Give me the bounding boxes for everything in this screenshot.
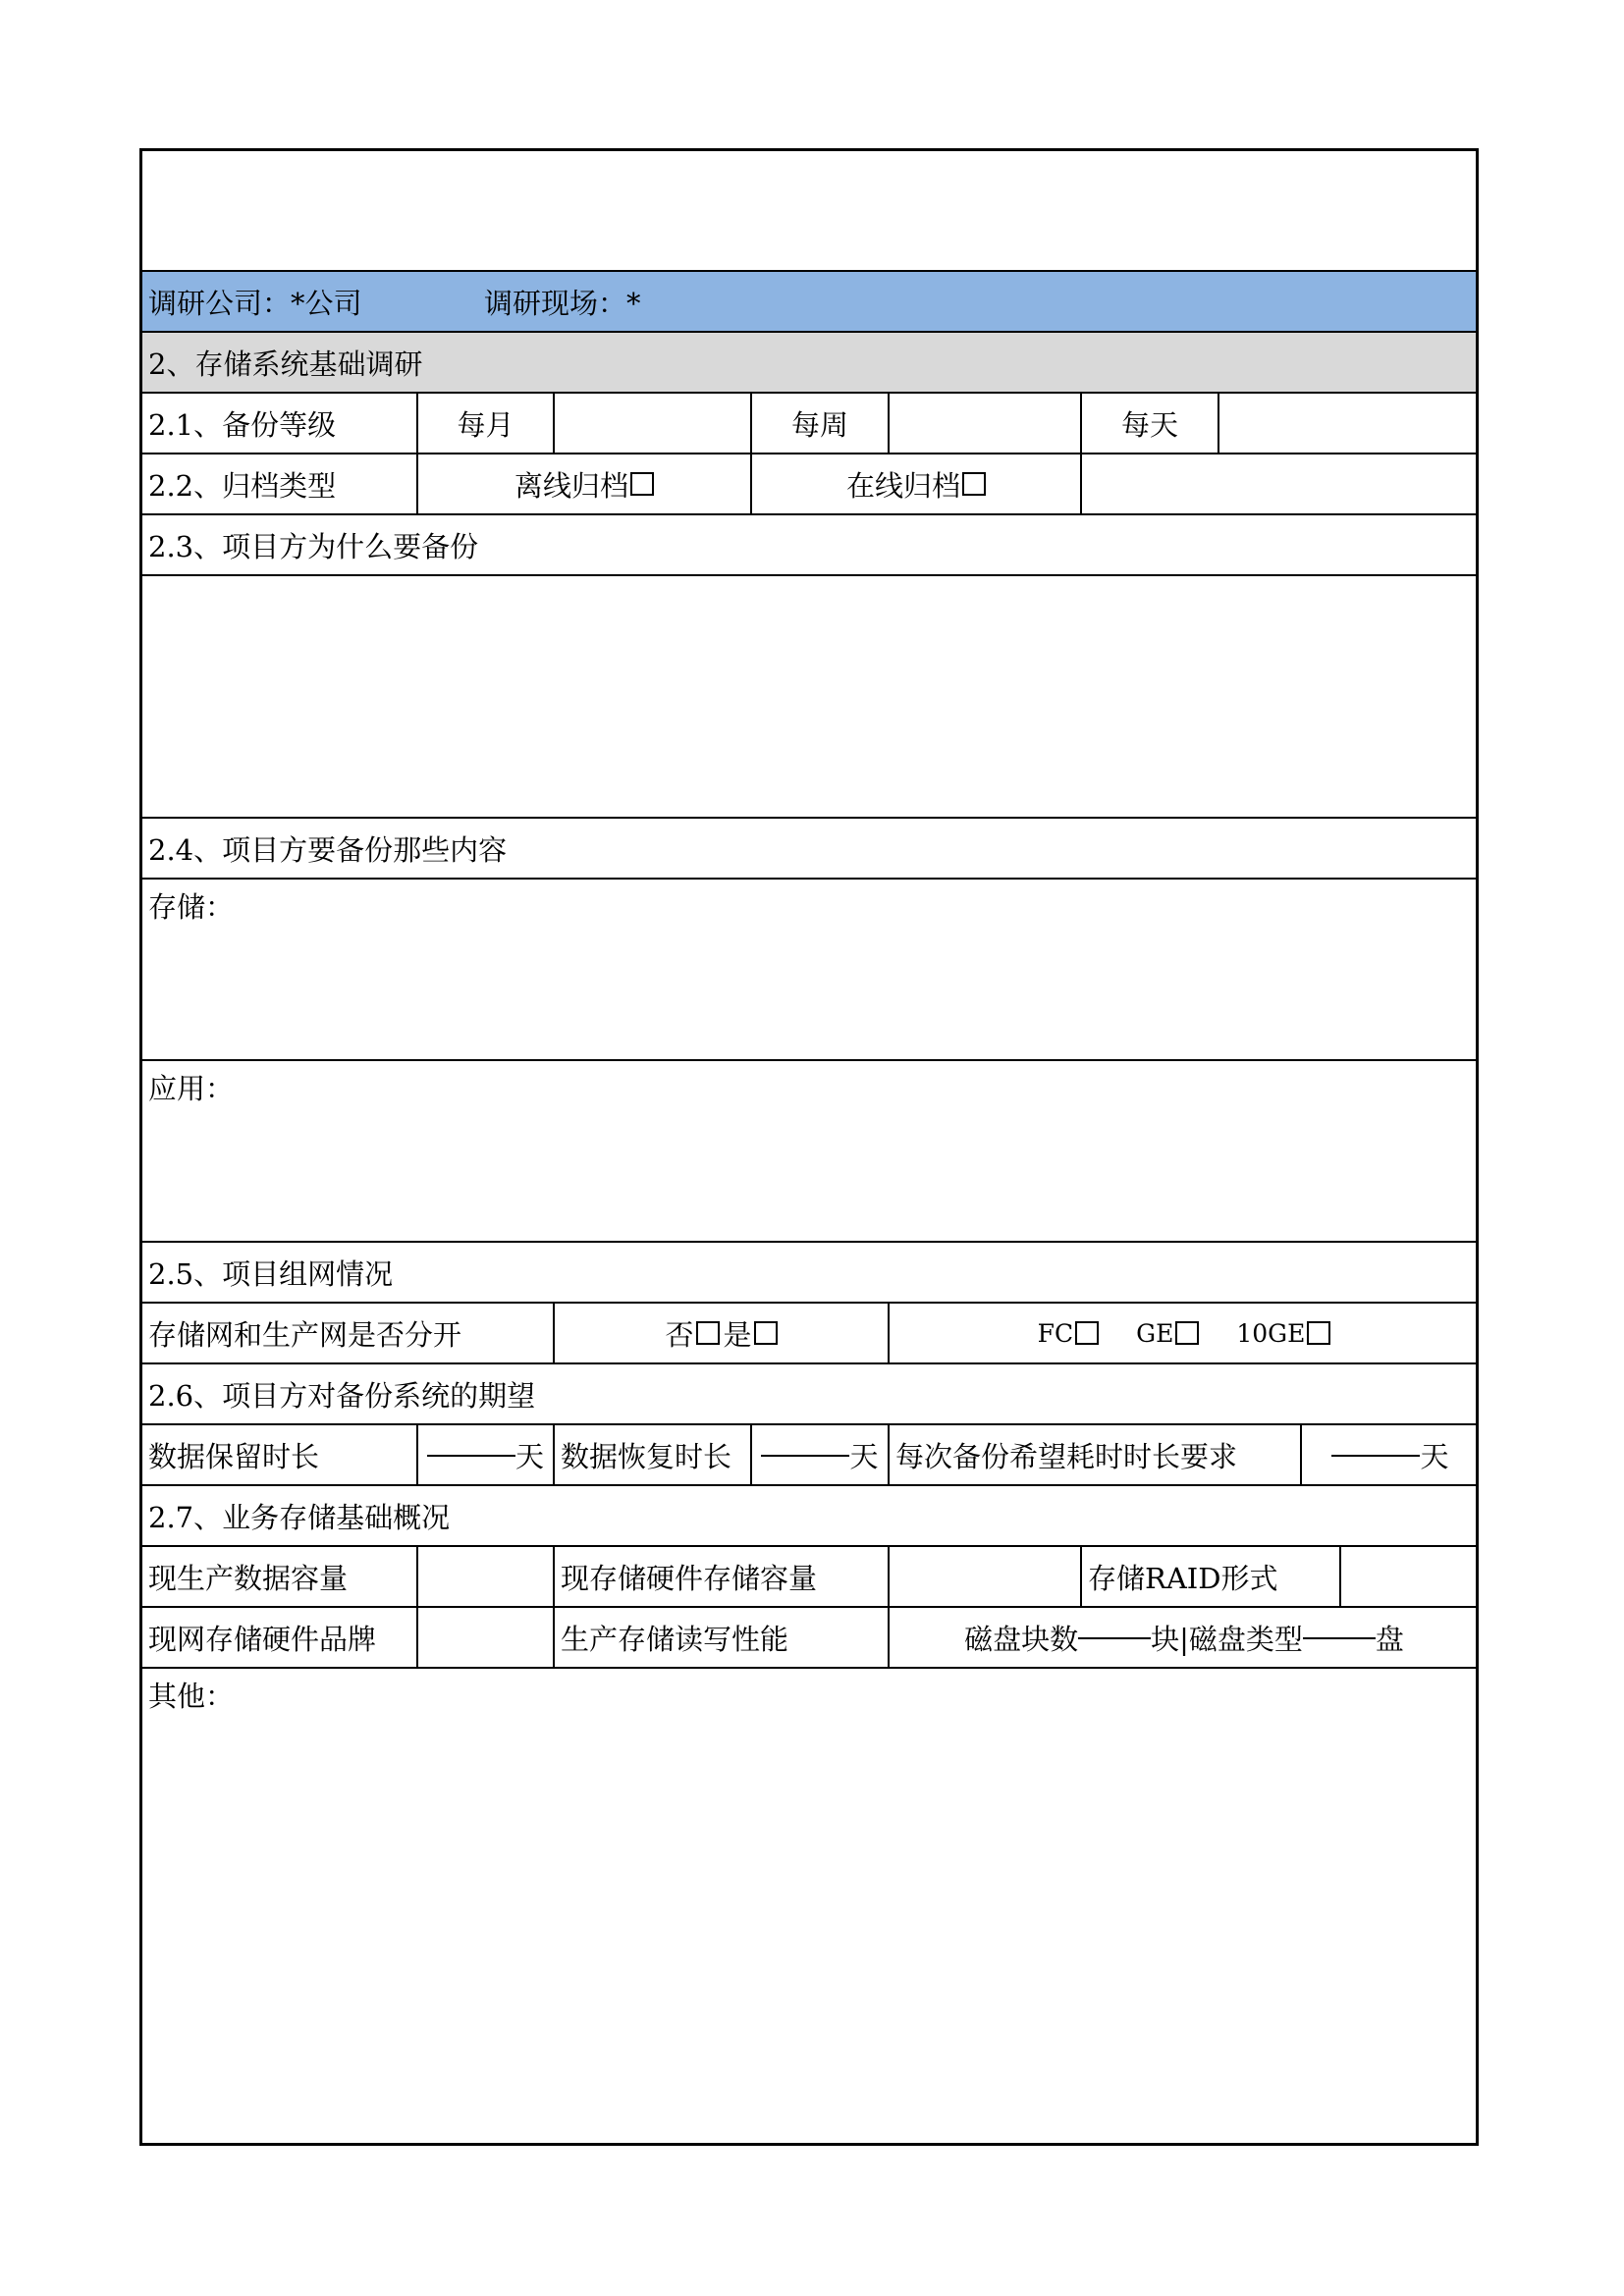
retention-unit: 天 xyxy=(514,1439,544,1473)
why-backup-answer[interactable] xyxy=(142,576,1476,819)
online-archive-checkbox[interactable] xyxy=(962,472,986,496)
storage-content-label: 存储： xyxy=(148,890,235,924)
network-label: 2.5、项目组网情况 xyxy=(148,1256,394,1291)
ge10-checkbox[interactable] xyxy=(1307,1321,1330,1345)
ge-checkbox[interactable] xyxy=(1175,1321,1199,1345)
brand-value[interactable] xyxy=(416,1608,553,1667)
row-archive-type xyxy=(142,454,1476,515)
row-storage-overview xyxy=(142,1486,1476,1547)
row-backup-content xyxy=(142,819,1476,880)
expectation-label: 2.6、项目方对备份系统的期望 xyxy=(148,1378,536,1413)
disk-unit: 盘 xyxy=(1375,1622,1404,1656)
app-content-label: 应用： xyxy=(148,1072,235,1105)
section-title: 2、存储系统基础调研 xyxy=(148,347,423,381)
row-capacity xyxy=(142,1547,1476,1608)
backup-level-label: 2.1、备份等级 xyxy=(148,407,337,442)
disk-count-label: 磁盘块数 xyxy=(964,1622,1079,1656)
site-label: 调研现场：* xyxy=(484,286,641,320)
weekly-value[interactable] xyxy=(888,394,1080,453)
offline-archive-checkbox[interactable] xyxy=(630,472,654,496)
no-checkbox[interactable] xyxy=(696,1321,720,1345)
section-title-row xyxy=(142,333,1476,394)
raid-label: 存储RAID形式 xyxy=(1080,1547,1339,1606)
row-expectation xyxy=(142,1364,1476,1425)
row-why-backup xyxy=(142,515,1476,576)
backup-time-unit: 天 xyxy=(1420,1439,1449,1473)
yes-checkbox[interactable] xyxy=(754,1321,778,1345)
online-archive-label: 在线归档 xyxy=(845,468,960,503)
network-type-options xyxy=(888,1304,1479,1362)
brand-label: 现网存储硬件品牌 xyxy=(148,1622,377,1656)
backup-time-value[interactable] xyxy=(1300,1425,1479,1484)
disk-block-unit: 块|磁盘类型 xyxy=(1151,1622,1303,1656)
offline-archive-option[interactable] xyxy=(416,454,750,513)
monthly-value[interactable] xyxy=(553,394,750,453)
offline-archive-label: 离线归档 xyxy=(514,468,628,503)
other-block[interactable] xyxy=(142,1669,1476,2143)
header-row xyxy=(142,272,1476,333)
survey-form xyxy=(139,148,1479,2146)
row-network-separate xyxy=(142,1304,1476,1364)
ge10-label: 10GE xyxy=(1236,1318,1306,1348)
recovery-label: 数据恢复时长 xyxy=(553,1425,750,1484)
hw-capacity-value[interactable] xyxy=(888,1547,1080,1606)
company-label: 调研公司：*公司 xyxy=(148,286,362,320)
network-separate-question: 存储网和生产网是否分开 xyxy=(148,1317,462,1352)
prod-capacity-label: 现生产数据容量 xyxy=(148,1561,349,1595)
yes-label: 是 xyxy=(723,1317,752,1352)
monthly-label: 每月 xyxy=(416,394,553,453)
row-expectation-values xyxy=(142,1425,1476,1486)
prod-capacity-value[interactable] xyxy=(416,1547,553,1606)
storage-overview-label: 2.7、业务存储基础概况 xyxy=(148,1500,451,1534)
raid-value[interactable] xyxy=(1339,1547,1479,1606)
recovery-value[interactable] xyxy=(750,1425,888,1484)
backup-time-label: 每次备份希望耗时时长要求 xyxy=(888,1425,1300,1484)
row-brand xyxy=(142,1608,1476,1669)
retention-value[interactable] xyxy=(416,1425,553,1484)
fc-label: FC xyxy=(1037,1318,1074,1348)
app-content-block[interactable] xyxy=(142,1061,1476,1243)
network-separate-options xyxy=(553,1304,888,1362)
no-label: 否 xyxy=(665,1317,694,1352)
form-top-blank xyxy=(142,151,1476,272)
archive-type-label: 2.2、归档类型 xyxy=(148,468,337,503)
recovery-unit: 天 xyxy=(849,1439,879,1473)
fc-checkbox[interactable] xyxy=(1075,1321,1099,1345)
rw-perf-label: 生产存储读写性能 xyxy=(553,1608,888,1667)
retention-label: 数据保留时长 xyxy=(148,1439,320,1473)
disk-info[interactable] xyxy=(888,1608,1479,1667)
why-backup-label: 2.3、项目方为什么要备份 xyxy=(148,529,479,563)
daily-label: 每天 xyxy=(1080,394,1218,453)
row-network xyxy=(142,1243,1476,1304)
ge-label: GE xyxy=(1136,1318,1174,1348)
hw-capacity-label: 现存储硬件存储容量 xyxy=(553,1547,888,1606)
archive-extra-cell xyxy=(1080,454,1479,513)
row-backup-level xyxy=(142,394,1476,454)
other-label: 其他： xyxy=(148,1680,235,1713)
online-archive-option[interactable] xyxy=(750,454,1080,513)
daily-value[interactable] xyxy=(1218,394,1479,453)
backup-content-label: 2.4、项目方要备份那些内容 xyxy=(148,832,508,867)
weekly-label: 每周 xyxy=(750,394,888,453)
storage-content-block[interactable] xyxy=(142,880,1476,1061)
